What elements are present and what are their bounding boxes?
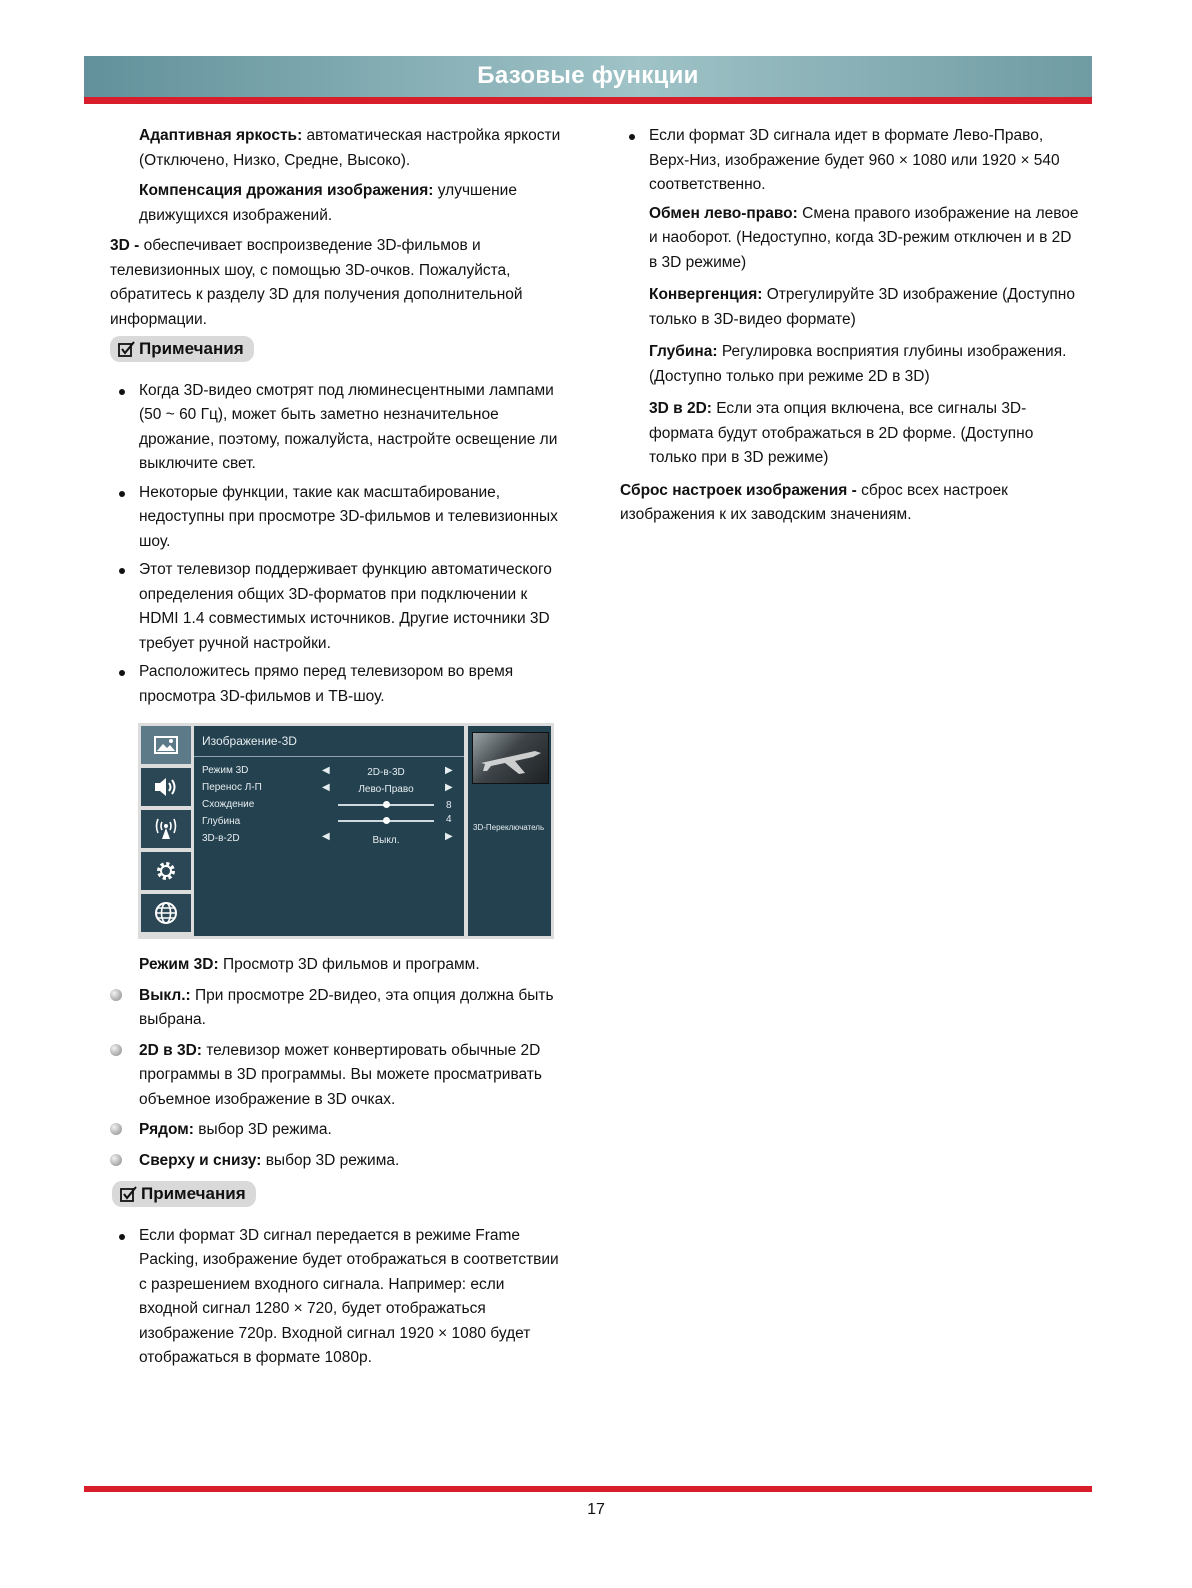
menu-row-label[interactable]: Режим 3D	[202, 765, 249, 776]
settings-icon	[141, 852, 191, 890]
menu-row-value: 2D-в-3D	[367, 767, 405, 778]
slider-knob[interactable]	[383, 817, 390, 824]
arrow-left-icon[interactable]: ◀	[322, 765, 330, 776]
threed-description: 3D - обеспечивает воспроизведение 3D-фильмов и телевизионных шоу, с помощью 3D-очков. Пожалуйста, обратитесь к разделу 3D для получения дополнительной информации.	[110, 237, 523, 328]
list-item: Когда 3D-видео смотрят под люминесцентными лампами (50 ~ 60 Гц), может быть заметно незначительное дрожание, поэтому, пожалуйста, настройте освещение ли выключите свет.	[110, 379, 565, 477]
menu-divider	[194, 756, 464, 757]
convergence-text: Конвергенция: Отрегулируйте 3D изображение (Доступно только в 3D-видео формате)	[649, 286, 1075, 328]
page-header	[84, 56, 1092, 104]
checkbox-note-icon	[118, 341, 136, 357]
menu-row-label[interactable]: Схождение	[202, 799, 255, 810]
menu-row-value: Выкл.	[372, 835, 400, 846]
list-item: Некоторые функции, такие как масштабирование, недоступны при просмотре 3D-фильмов и телевизионных шоу.	[110, 481, 565, 555]
mode3d-heading: Режим 3D: Просмотр 3D фильмов и программ.	[139, 956, 480, 973]
menu-row-label[interactable]: Глубина	[202, 816, 241, 827]
menu-row-label[interactable]: Перенос Л-П	[202, 782, 262, 793]
3d-switch-label: 3D-Переключатель	[473, 823, 545, 832]
3d-to-2d-text: 3D в 2D: Если эта опция включена, все сигналы 3D-формата будут отображаться в 2D форме. (Доступно только при в 3D режиме)	[649, 400, 1034, 466]
arrow-left-icon[interactable]: ◀	[322, 831, 330, 842]
arrow-right-icon[interactable]: ▶	[445, 765, 453, 776]
list-item: 2D в 3D: телевизор может конвертировать обычные 2D программы в 3D программы. Вы можете просматривать объемное изображение в 3D очках.	[110, 1039, 565, 1113]
arrow-right-icon[interactable]: ▶	[445, 831, 453, 842]
menu-row-value: 4	[446, 814, 452, 825]
list-item: Если формат 3D сигнала идет в формате Лево-Право, Верх-Низ, изображение будет 960 × 1080 или 1920 × 540 соответственно.	[620, 124, 1080, 198]
depth-slider[interactable]	[338, 820, 434, 822]
tv-3d-menu-screenshot	[138, 723, 554, 939]
arrow-left-icon[interactable]: ◀	[322, 782, 330, 793]
depth-text: Глубина: Регулировка восприятия глубины изображения. (Доступно только при режиме 2D в 3D)	[649, 343, 1067, 385]
menu-row-label[interactable]: 3D-в-2D	[202, 833, 240, 844]
notes-tag: Примечания	[112, 1181, 256, 1207]
list-item: Этот телевизор поддерживает функцию автоматического определения общих 3D-форматов при подключении к HDMI 1.4 совместимых источников. Другие источники 3D требует ручной настройки.	[110, 558, 565, 656]
page-number: 17	[587, 1501, 605, 1518]
picture-icon	[141, 726, 191, 764]
notes-heading-2	[110, 1181, 565, 1208]
lr-swap-text: Обмен лево-право: Смена правого изображение на левое и наоборот. (Недоступно, когда 3D-режим отключен и в 2D в 3D режиме)	[649, 204, 1079, 271]
format-note-list	[620, 124, 1080, 198]
notes-list-2	[110, 1224, 565, 1371]
section-title: Базовые функции	[477, 62, 699, 89]
checkbox-note-icon	[120, 1186, 138, 1202]
notes-tag: Примечания	[110, 336, 254, 362]
list-item: Выкл.: При просмотре 2D-видео, эта опция должна быть выбрана.	[110, 984, 565, 1033]
airplane-preview-image	[472, 732, 549, 784]
adaptive-brightness-text: Адаптивная яркость: автоматическая настройка яркости (Отключено, Низко, Средне, Высоко).	[139, 127, 561, 169]
footer-bar	[84, 1486, 1092, 1492]
menu-preview-panel	[468, 726, 551, 936]
menu-panel	[194, 726, 464, 936]
list-item: Если формат 3D сигнал передается в режиме Frame Packing, изображение будет отображаться в соответствии с разрешением входного сигнала. Например: если входной сигнал 1280 × 720, будет отображаться изображение 720p. Входной сигнал 1920 × 1080 будет отображаться в формате 1080p.	[110, 1224, 565, 1371]
list-item: Сверху и снизу: выбор 3D режима.	[110, 1149, 565, 1174]
mode-options-list	[110, 984, 565, 1174]
network-icon	[141, 810, 191, 848]
left-column	[110, 124, 565, 1371]
menu-row-value: Лево-Право	[358, 784, 414, 795]
globe-icon	[141, 894, 191, 932]
notes-list-1	[110, 379, 565, 710]
picture-reset-text: Сброс настроек изображения - сброс всех настроек изображения к их заводским значениям.	[620, 481, 1008, 523]
menu-sidebar	[141, 726, 191, 936]
list-item: Рядом: выбор 3D режима.	[110, 1118, 565, 1143]
menu-title: Изображение-3D	[202, 734, 297, 748]
menu-row-value: 8	[446, 800, 452, 811]
list-item: Расположитесь прямо перед телевизором во время просмотра 3D-фильмов и ТВ-шоу.	[110, 660, 565, 709]
notes-heading-1	[110, 336, 565, 363]
convergence-slider[interactable]	[338, 804, 434, 806]
judder-compensation-text: Компенсация дрожания изображения: улучшение движущихся изображений.	[139, 182, 517, 224]
sound-icon	[141, 768, 191, 806]
arrow-right-icon[interactable]: ▶	[445, 782, 453, 793]
right-column	[620, 124, 1080, 528]
slider-knob[interactable]	[383, 801, 390, 808]
